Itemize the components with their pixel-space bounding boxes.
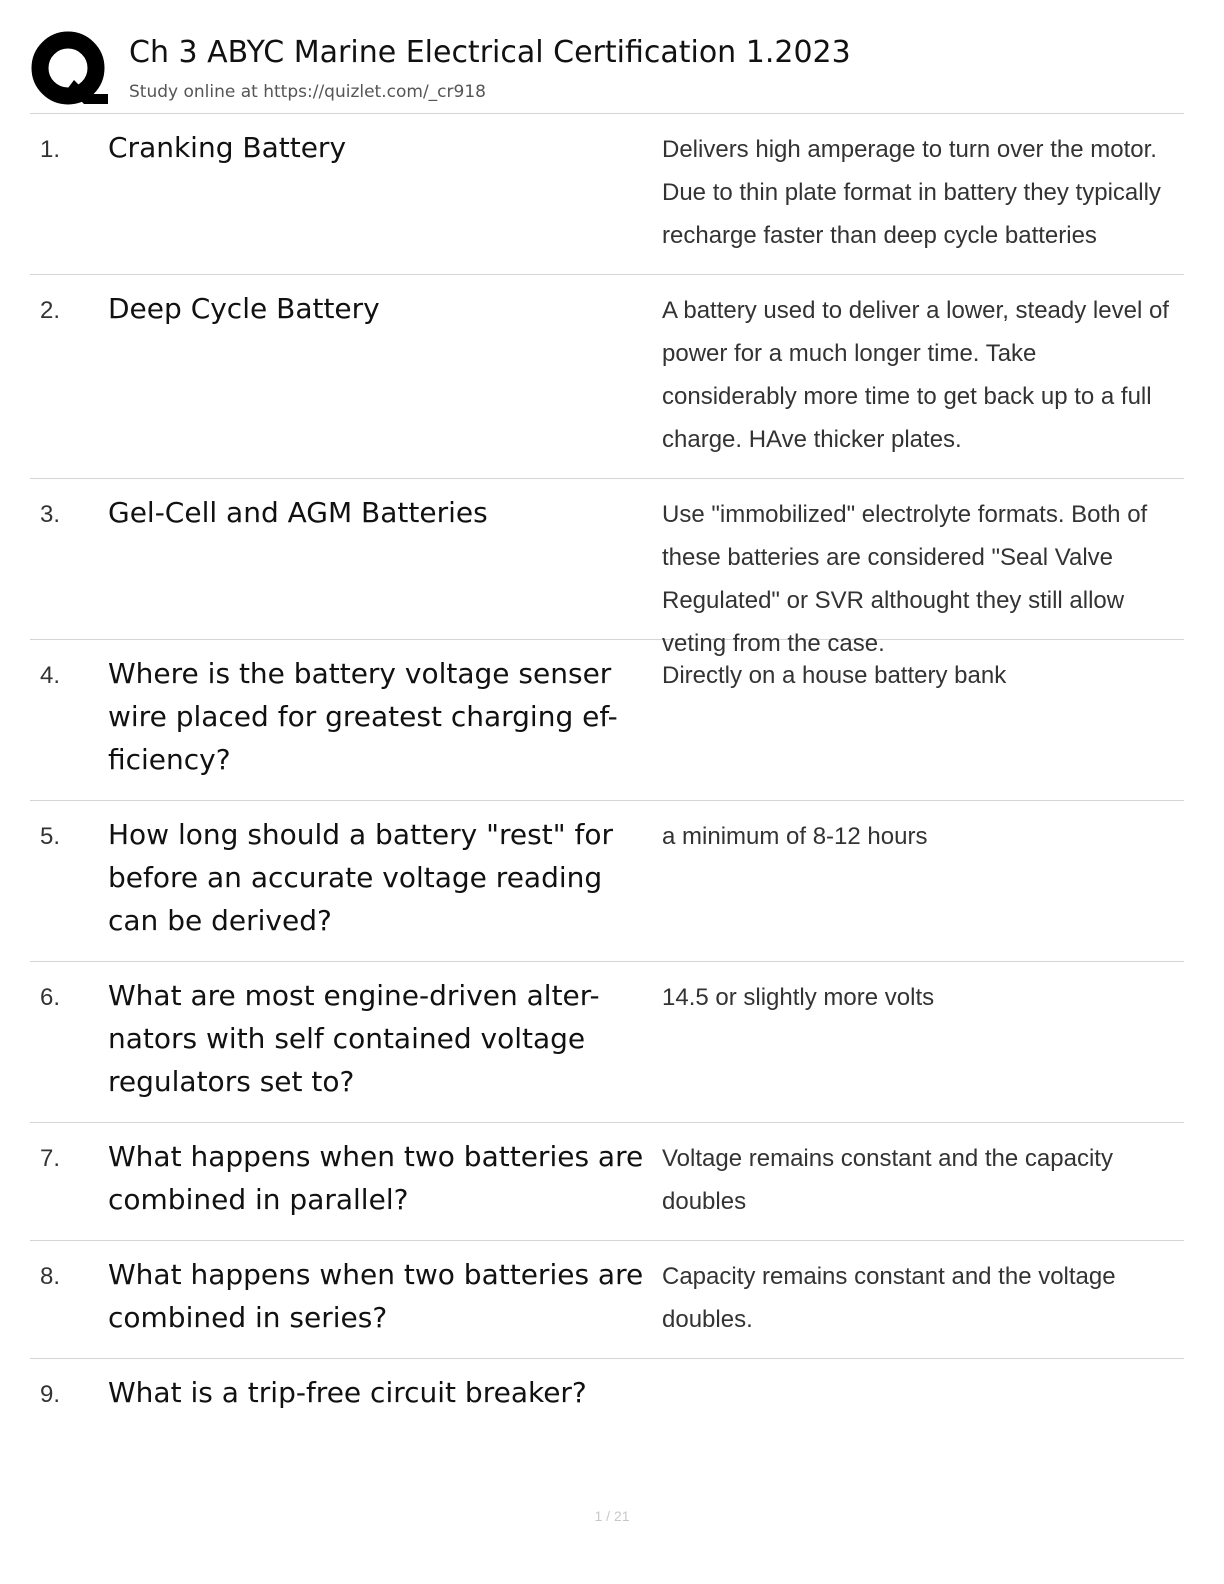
card-number: 4. bbox=[40, 662, 61, 689]
page-title: Ch 3 ABYC Marine Electrical Certification 1.2023 bbox=[129, 35, 851, 70]
card-term: What happens when two batteries are combined in parallel? bbox=[108, 1140, 644, 1216]
page-header bbox=[30, 28, 1184, 114]
card-definition: 14.5 or slightly more volts bbox=[662, 984, 935, 1011]
card-term: Deep Cycle Battery bbox=[108, 292, 380, 325]
card-number: 6. bbox=[40, 984, 61, 1011]
study-online-link[interactable]: Study online at https://quizlet.com/_cr918 bbox=[129, 82, 486, 102]
card-number: 7. bbox=[40, 1145, 61, 1172]
card-number: 3. bbox=[40, 501, 61, 528]
quizlet-q-logo-icon bbox=[30, 30, 110, 110]
card-definition: Use "immobilized" electrolyte formats. Both of these batteries are considered "Seal Valve Regulated" or SVR althought they still allow veting from the case. bbox=[662, 501, 1148, 657]
flashcard-row bbox=[30, 962, 1184, 1123]
card-term: What is a trip-free circuit breaker? bbox=[108, 1376, 587, 1409]
card-number: 2. bbox=[40, 297, 61, 324]
flashcard-row bbox=[30, 640, 1184, 801]
page-indicator: 1 / 21 bbox=[594, 1508, 630, 1524]
card-term: How long should a battery "rest" for before an accurate voltage reading can be derived? bbox=[108, 818, 613, 937]
card-definition: a minimum of 8-12 hours bbox=[662, 823, 928, 850]
card-definition: Delivers high amperage to turn over the motor. Due to thin plate format in battery they typically recharge faster than deep cycle batteries bbox=[662, 136, 1161, 249]
card-term: Gel-Cell and AGM Batteries bbox=[108, 496, 488, 529]
card-term: Where is the battery voltage senser wire placed for greatest charging ef-ficiency? bbox=[108, 657, 618, 776]
card-number: 9. bbox=[40, 1381, 61, 1408]
flashcard-row bbox=[30, 1359, 1184, 1439]
flashcard-row bbox=[30, 1241, 1184, 1359]
flashcard-row bbox=[30, 275, 1184, 479]
flashcard-row bbox=[30, 1123, 1184, 1241]
card-term: What happens when two batteries are combined in series? bbox=[108, 1258, 644, 1334]
flashcard-row bbox=[30, 801, 1184, 962]
card-definition: Directly on a house battery bank bbox=[662, 662, 1007, 689]
card-term: What are most engine-driven alter-nators with self contained voltage regulators set to? bbox=[108, 979, 600, 1098]
card-number: 1. bbox=[40, 136, 61, 163]
card-term: Cranking Battery bbox=[108, 131, 347, 164]
flashcard-row bbox=[30, 114, 1184, 275]
card-definition bbox=[662, 1359, 1184, 1373]
flashcard-list bbox=[30, 114, 1184, 1439]
card-definition: Capacity remains constant and the voltage doubles. bbox=[662, 1263, 1116, 1333]
card-definition: Voltage remains constant and the capacity doubles bbox=[662, 1145, 1113, 1215]
card-number: 5. bbox=[40, 823, 61, 850]
card-number: 8. bbox=[40, 1263, 61, 1290]
flashcard-row bbox=[30, 479, 1184, 657]
card-definition: A battery used to deliver a lower, steady level of power for a much longer time. Take considerably more time to get back up to a full charge. HAve thicker plates. bbox=[662, 297, 1169, 453]
